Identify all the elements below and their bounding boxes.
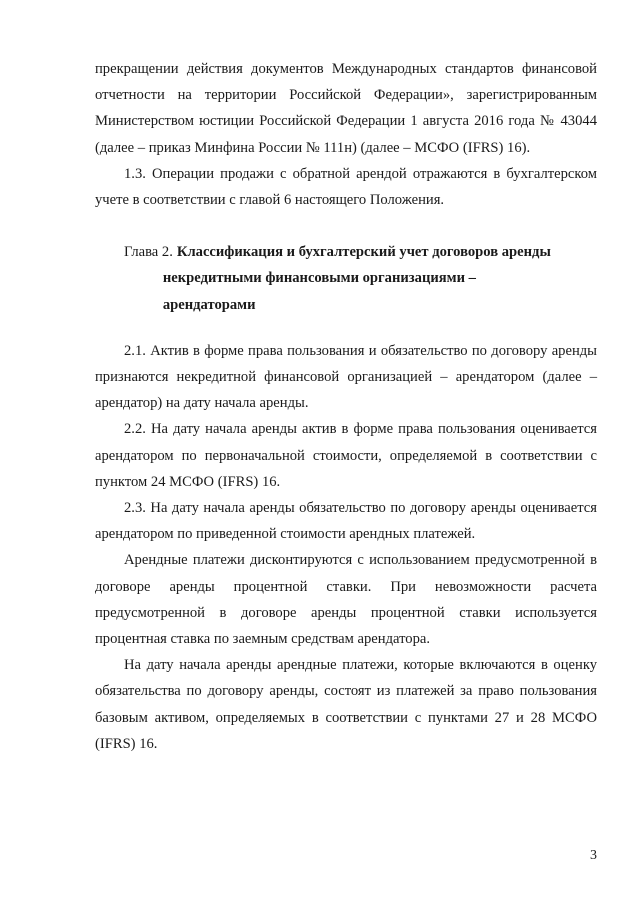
- chapter-title: [162, 239, 572, 318]
- chapter-heading: [95, 239, 597, 318]
- spacer: [95, 213, 597, 239]
- spacer: [95, 318, 597, 338]
- document-page: [95, 56, 597, 757]
- page-number: 3: [590, 848, 597, 863]
- paragraph-2-2: 2.2. На дату начала аренды актив в форме права пользования оценивается арендатором по первоначальной стоимости, определяемой в соответствии с пунктом 24 МСФО (IFRS) 16.: [95, 421, 597, 490]
- paragraph-1-3: 1.3. Операции продажи с обратной арендой отражаются в бухгалтерском учете в соответствии с главой 6 настоящего Положения.: [95, 165, 597, 209]
- paragraph-lease-payments: На дату начала аренды арендные платежи, которые включаются в оценку обязательства по договору аренды, состоят из платежей за право пользования базовым активом, определяемых в соответствии с пунктами 27 и 28 МСФО (IFRS) 16.: [95, 657, 597, 752]
- chapter-title-line: арендаторами: [162, 296, 256, 313]
- paragraph-continuation: прекращении действия документов Международных стандартов финансовой отчетности на территории Российской Федерации», зарегистрированным Министерством юстиции Российской Федерации 1 августа 2016 года № 43044 (далее – приказ Минфина России № 111н) (далее – МСФО (IFRS) 16).: [95, 61, 597, 156]
- chapter-label: Глава 2.: [124, 244, 173, 261]
- paragraph-discounting: Арендные платежи дисконтируются с использованием предусмотренной в договоре аренды процентной ставки. При невозможности расчета предусмотренной в договоре аренды процентной ставки используется процентная ставка по заемным средствам арендатора.: [95, 552, 597, 648]
- paragraph-2-1: 2.1. Актив в форме права пользования и обязательство по договору аренды признаются некредитной финансовой организацией – арендатором (далее – арендатор) на дату начала аренды.: [95, 342, 597, 412]
- paragraph-2-3: 2.3. На дату начала аренды обязательство по договору аренды оценивается арендатором по приведенной стоимости арендных платежей.: [95, 500, 597, 543]
- chapter-title-line: Классификация и бухгалтерский учет договоров аренды: [176, 244, 551, 261]
- chapter-title-line: некредитными финансовыми организациями –: [162, 270, 476, 287]
